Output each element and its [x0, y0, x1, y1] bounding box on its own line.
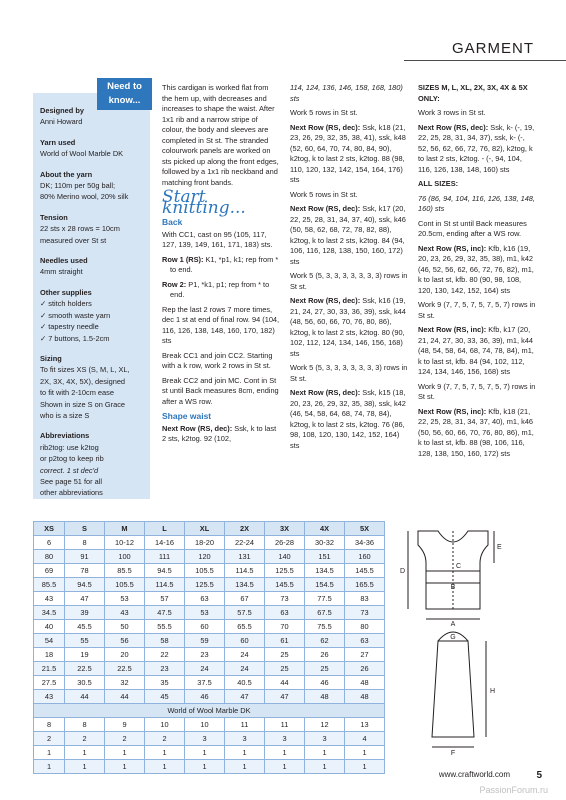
table-cell: 48	[345, 690, 385, 704]
col3-para: Next Row (RS, inc): Kfb, k17 (20, 21, 24, 27, 30, 33, 36, 39), m1, k44 (48, 54, 58, 64, 68, 74, 78, 84), m1, k to last st, kfb. 84 (94, 102, 112, 124, 134, 146, 156, 168) sts	[418, 325, 534, 376]
table-row	[34, 606, 385, 620]
table-row	[34, 760, 385, 774]
table-cell: 18	[34, 648, 65, 662]
sb-title: About the yarn	[40, 169, 93, 179]
col2-para: 114, 124, 136, 146, 158, 168, 180) sts	[290, 83, 403, 103]
table-cell: 22.5	[65, 662, 105, 676]
table-row	[34, 718, 385, 732]
table-cell: 25	[265, 648, 305, 662]
table-cell: 35	[145, 676, 185, 690]
label-c: C	[456, 563, 462, 570]
table-cell: 53	[105, 592, 145, 606]
table-cell: 24	[225, 648, 265, 662]
table-cell: 151	[305, 550, 345, 564]
table-cell: 1	[185, 746, 225, 760]
sb-title: Yarn used	[40, 137, 76, 147]
table-cell: 46	[185, 690, 225, 704]
col3-para: Next Row (RS, inc): Kfb, k18 (21, 22, 25, 28, 31, 34, 37, 40), m1, k46 (50, 56, 60, 66, 70, 76, 80, 86), m1, k to last st, kfb. 88 (98, 106, 116, 128, 138, 150, 160, 172) sts	[418, 406, 534, 458]
table-cell: 3	[265, 732, 305, 746]
table-cell: 34-36	[345, 536, 385, 550]
table-cell: 140	[265, 550, 305, 564]
table-cell: 27.5	[34, 676, 65, 690]
table-cell: 145.5	[345, 564, 385, 578]
table-cell: 67	[225, 592, 265, 606]
table-cell: 1	[225, 746, 265, 760]
table-cell: 58	[145, 634, 185, 648]
table-cell: 45.5	[65, 620, 105, 634]
table-cell: 10	[145, 718, 185, 732]
table-cell: 75.5	[305, 620, 345, 634]
table-cell: 56	[105, 634, 145, 648]
table-cell: 91	[65, 550, 105, 564]
table-cell: 1	[305, 760, 345, 774]
size-header: 5X	[345, 522, 385, 536]
table-cell: 24	[185, 662, 225, 676]
table-cell: 44	[65, 690, 105, 704]
table-cell: 9	[105, 718, 145, 732]
table-row	[34, 564, 385, 578]
sb-title: Sizing	[40, 353, 62, 363]
mc-text: Break CC2 and join MC. Cont in St st until Back measures 8cm, ending after a WS row.	[162, 375, 279, 406]
table-cell: 43	[34, 592, 65, 606]
table-cell: 26-28	[265, 536, 305, 550]
table-cell: 21.5	[34, 662, 65, 676]
table-row	[34, 634, 385, 648]
table-cell: 10-12	[105, 536, 145, 550]
table-cell: 1	[145, 760, 185, 774]
table-cell: 80	[345, 620, 385, 634]
label-a: A	[450, 621, 456, 628]
table-cell: 8	[34, 718, 65, 732]
table-cell: 53	[185, 606, 225, 620]
table-cell: 134.5	[225, 578, 265, 592]
col2-para: Next Row (RS, dec): Ssk, k16 (19, 21, 24, 27, 30, 33, 36, 39), ssk, k44 (48, 56, 60, 66, 70, 76, 80, 86), k2tog, k to last 2 sts, k2tog. 80 (90, 102, 112, 124, 134, 146, 156, 168) sts	[290, 296, 406, 358]
table-cell: 2	[145, 732, 185, 746]
table-cell: 111	[145, 550, 185, 564]
table-cell: 1	[345, 760, 385, 774]
label-e: E	[497, 544, 502, 551]
table-cell: 19	[65, 648, 105, 662]
row1-text: Row 1 (RS): K1, *p1, k1; rep from * to end.	[162, 254, 279, 274]
table-cell: 11	[225, 718, 265, 732]
table-row	[34, 536, 385, 550]
table-cell: 1	[225, 760, 265, 774]
table-cell: 11	[265, 718, 305, 732]
all-sizes-heading: ALL SIZES:	[418, 179, 459, 188]
table-cell: 47	[265, 690, 305, 704]
table-cell: 77.5	[305, 592, 345, 606]
table-cell: 65.5	[225, 620, 265, 634]
table-cell: 1	[265, 760, 305, 774]
table-cell: 10	[185, 718, 225, 732]
table-cell: 47.5	[145, 606, 185, 620]
table-cell: 1	[105, 760, 145, 774]
table-cell: 44	[105, 690, 145, 704]
table-cell: 131	[225, 550, 265, 564]
garment-schematic	[398, 523, 518, 773]
table-cell: 55	[65, 634, 105, 648]
col2-para: Next Row (RS, dec): Ssk, k17 (20, 22, 25, 28, 31, 34, 37, 40), ssk, k46 (50, 58, 62, 68, 72, 78, 82, 88), k2tog, k to last 2 sts, k2tog. 84 (94, 106, 116, 128, 138, 150, 160, 172) sts	[290, 204, 406, 266]
table-cell: 85.5	[34, 578, 65, 592]
col2-para: Work 5 (5, 3, 3, 3, 3, 3, 3, 3) rows in St st.	[290, 271, 408, 291]
table-cell: 59	[185, 634, 225, 648]
table-cell: 4	[345, 732, 385, 746]
size-header: XL	[185, 522, 225, 536]
table-cell: 73	[265, 592, 305, 606]
table-cell: 60	[185, 620, 225, 634]
table-cell: 1	[145, 746, 185, 760]
label-g: G	[450, 634, 456, 641]
table-cell: 125.5	[265, 564, 305, 578]
table-cell: 3	[185, 732, 225, 746]
table-cell: 1	[34, 760, 65, 774]
table-cell: 83	[345, 592, 385, 606]
body-outline	[418, 531, 488, 609]
label-h: H	[490, 688, 496, 695]
label-b: B	[450, 584, 456, 591]
col3-para: Next Row (RS, dec): Ssk, k- (-, 19, 22, 25, 28, 31, 34, 37), ssk, k- (-, 52, 56, 62, 66, 72, 76, 82), k2tog, k to last 2 sts, k2tog. - (-, 94, 104, 116, 126, 138, 148, 160) sts	[418, 122, 535, 174]
table-cell: 94.5	[65, 578, 105, 592]
size-header: S	[65, 522, 105, 536]
col3-para: Work 9 (7, 7, 5, 7, 5, 7, 5, 7) rows in St st.	[418, 300, 536, 320]
shape-waist-heading: Shape waist	[162, 411, 212, 421]
table-row	[34, 648, 385, 662]
column-2	[290, 83, 408, 455]
label-d: D	[400, 568, 406, 575]
table-cell: 114.5	[225, 564, 265, 578]
table-cell: 61	[265, 634, 305, 648]
table-cell: 125.5	[185, 578, 225, 592]
size-header: 2X	[225, 522, 265, 536]
table-cell: 54	[34, 634, 65, 648]
table-cell: 2	[34, 732, 65, 746]
sizes-m-heading: SIZES M, L, XL, 2X, 3X, 4X & 5X ONLY:	[418, 83, 528, 103]
col2-para: Next Row (RS, dec): Ssk, k15 (18, 20, 23, 26, 29, 32, 35, 38), ssk, k42 (46, 54, 58, 64, 68, 74, 78, 84), k2tog, k to last 2 sts, k2tog. 76 (86, 98, 108, 120, 130, 142, 152, 164) sts	[290, 388, 406, 450]
table-cell: 26	[305, 648, 345, 662]
table-cell: 69	[34, 564, 65, 578]
yarn-row-label: World of Wool Marble DK	[34, 704, 385, 718]
table-row	[34, 550, 385, 564]
sidebar-content: Designed by Anni Howard Yarn used World of Wool Marble DK About the yarn DK; 110m per 50g ball; 80% Merino wool, 20% silk Tension 22 sts x 28 rows = 10cm measured over St st Needles used 4mm straight Other supplies ✓ stitch holders ✓ smooth waste yarn ✓ tapestry needle ✓ 7 buttons, 1.5-2cm Sizing To fit sizes XS (S, M, L, XL, 2X, 3X, 4X, 5X), designed to fit with 2-10cm ease Shown in size S on Grace who is a size S Abbreviations rib2tog: use k2tog or p2tog to keep rib correct. 1 st dec'd See page 51 for all other abbreviations	[40, 96, 148, 508]
table-cell: 3	[225, 732, 265, 746]
table-cell: 1	[305, 746, 345, 760]
watermark: PassionForum.ru	[479, 785, 548, 795]
table-cell: 26	[345, 662, 385, 676]
table-cell: 134.5	[305, 564, 345, 578]
table-cell: 43	[105, 606, 145, 620]
table-cell: 14-16	[145, 536, 185, 550]
col2-para: Next Row (RS, dec): Ssk, k18 (21, 23, 26, 29, 32, 35, 38, 41), ssk, k48 (52, 60, 64, 70, 74, 80, 84, 90), k2tog, k to last 2 sts, k2tog. 88 (98, 110, 120, 132, 142, 154, 164, 176) sts	[290, 122, 406, 184]
sb-title: Tension	[40, 212, 68, 222]
sb-title: Other supplies	[40, 287, 92, 297]
table-cell: 47	[225, 690, 265, 704]
waist-dec-text: Next Row (RS, dec): Ssk, k to last 2 sts, k2tog. 92 (102,	[162, 423, 277, 443]
table-cell: 24	[225, 662, 265, 676]
table-cell: 32	[105, 676, 145, 690]
table-cell: 154.5	[305, 578, 345, 592]
table-cell: 13	[345, 718, 385, 732]
table-cell: 160	[345, 550, 385, 564]
table-cell: 22-24	[225, 536, 265, 550]
table-cell: 55.5	[145, 620, 185, 634]
col3-para: Work 9 (7, 7, 5, 7, 5, 7, 5, 7) rows in St st.	[418, 381, 536, 401]
table-row	[34, 662, 385, 676]
sb-title: Designed by	[40, 106, 84, 115]
table-cell: 78	[65, 564, 105, 578]
table-cell: 57.5	[225, 606, 265, 620]
table-cell: 3	[305, 732, 345, 746]
size-header: M	[105, 522, 145, 536]
table-cell: 114.5	[145, 578, 185, 592]
table-cell: 23	[185, 648, 225, 662]
table-cell: 8	[65, 718, 105, 732]
table-cell: 47	[65, 592, 105, 606]
size-table	[33, 521, 385, 774]
table-cell: 45	[145, 690, 185, 704]
table-cell: 44	[265, 676, 305, 690]
size-header: L	[145, 522, 185, 536]
table-cell: 165.5	[345, 578, 385, 592]
col2-para: Work 5 rows in St st.	[290, 189, 358, 199]
table-row	[34, 592, 385, 606]
table-cell: 145.5	[265, 578, 305, 592]
table-row	[34, 676, 385, 690]
table-cell: 85.5	[105, 564, 145, 578]
table-cell: 1	[345, 746, 385, 760]
table-cell: 37.5	[185, 676, 225, 690]
cast-on-text: With CC1, cast on 95 (105, 117, 127, 139, 149, 161, 171, 183) sts.	[162, 229, 273, 249]
table-cell: 8	[65, 536, 105, 550]
table-cell: 2	[105, 732, 145, 746]
table-cell: 48	[345, 676, 385, 690]
col3-para: Next Row (RS, inc): Kfb, k16 (19, 20, 23, 26, 29, 32, 35, 38), m1, k42 (46, 52, 56, 62, 66, 72, 76, 82), m1, k to last st, kfb. 80 (90, 98, 108, 120, 130, 142, 152, 164) sts	[418, 243, 534, 295]
col3-para: 76 (86, 94, 104, 116, 126, 138, 148, 160) sts	[418, 193, 535, 213]
stripe-text: Break CC1 and join CC2. Starting with a k row, work 2 rows in St st.	[162, 350, 273, 370]
table-cell: 30.5	[65, 676, 105, 690]
table-cell: 1	[265, 746, 305, 760]
table-cell: 50	[105, 620, 145, 634]
table-cell: 1	[185, 760, 225, 774]
size-header: 3X	[265, 522, 305, 536]
sb-title: Abbreviations	[40, 431, 90, 441]
table-row	[34, 732, 385, 746]
table-cell: 2	[65, 732, 105, 746]
table-row	[34, 620, 385, 634]
table-row	[34, 690, 385, 704]
size-header: 4X	[305, 522, 345, 536]
table-cell: 46	[305, 676, 345, 690]
section-title: GARMENT	[452, 40, 534, 57]
table-cell: 23	[145, 662, 185, 676]
column-1	[162, 83, 280, 449]
size-table-wrap	[33, 521, 385, 774]
col2-para: Work 5 rows in St st.	[290, 108, 358, 117]
header-rule	[404, 60, 566, 61]
table-cell: 70	[265, 620, 305, 634]
table-cell: 100	[105, 550, 145, 564]
start-knitting-heading: Start knitting...	[162, 187, 246, 218]
table-cell: 63	[185, 592, 225, 606]
table-cell: 1	[34, 746, 65, 760]
col2-para: Work 5 (5, 3, 3, 3, 3, 3, 3, 3) rows in St st.	[290, 363, 408, 383]
col3-para: Cont in St st until Back measures 20.5cm, ending after a WS row.	[418, 218, 527, 238]
table-cell: 25	[305, 662, 345, 676]
table-cell: 57	[145, 592, 185, 606]
label-f: F	[450, 750, 456, 757]
table-cell: 12	[305, 718, 345, 732]
table-cell: 94.5	[145, 564, 185, 578]
need-to-know-tab: Need to know...	[97, 78, 152, 110]
sb-title: Needles used	[40, 256, 88, 266]
size-header: XS	[34, 522, 65, 536]
table-cell: 6	[34, 536, 65, 550]
table-cell: 30-32	[305, 536, 345, 550]
table-cell: 22.5	[105, 662, 145, 676]
table-cell: 62	[305, 634, 345, 648]
table-cell: 18-20	[185, 536, 225, 550]
table-cell: 73	[345, 606, 385, 620]
sleeve-outline	[432, 632, 474, 737]
table-cell: 40	[34, 620, 65, 634]
page-number: 5	[536, 770, 542, 781]
repeat-text: Rep the last 2 rows 7 more times, dec 1 st at end of final row. 94 (104, 116, 126, 138, 148, 160, 170, 182) sts	[162, 304, 280, 345]
row2-text: Row 2: P1, *k1, p1; rep from * to end.	[162, 279, 270, 299]
table-cell: 60	[225, 634, 265, 648]
table-row	[34, 578, 385, 592]
table-cell: 67.5	[305, 606, 345, 620]
table-cell: 25	[265, 662, 305, 676]
table-cell: 1	[105, 746, 145, 760]
column-3	[418, 83, 536, 463]
table-cell: 105.5	[105, 578, 145, 592]
table-cell: 1	[65, 760, 105, 774]
table-cell: 1	[65, 746, 105, 760]
table-cell: 43	[34, 690, 65, 704]
col3-para: Work 3 rows in St st.	[418, 108, 486, 117]
intro-text: This cardigan is worked flat from the hem up, with decreases and increases to shape the waist. After 1x1 rib and a narrow stripe of colour, the body and sleeves are completed in St st. The stranded colourwork panels are worked on sts picked up along the front edges, followed by a 1x1 rib neckband and matching front bands.	[162, 83, 279, 187]
table-cell: 22	[145, 648, 185, 662]
back-heading: Back	[162, 217, 183, 227]
table-cell: 63	[265, 606, 305, 620]
table-cell: 40.5	[225, 676, 265, 690]
table-cell: 27	[345, 648, 385, 662]
table-cell: 20	[105, 648, 145, 662]
table-row	[34, 746, 385, 760]
table-cell: 80	[34, 550, 65, 564]
table-cell: 105.5	[185, 564, 225, 578]
table-cell: 120	[185, 550, 225, 564]
table-cell: 39	[65, 606, 105, 620]
footer-url: www.craftworld.com	[438, 770, 510, 779]
table-cell: 34.5	[34, 606, 65, 620]
table-cell: 63	[345, 634, 385, 648]
table-cell: 48	[305, 690, 345, 704]
